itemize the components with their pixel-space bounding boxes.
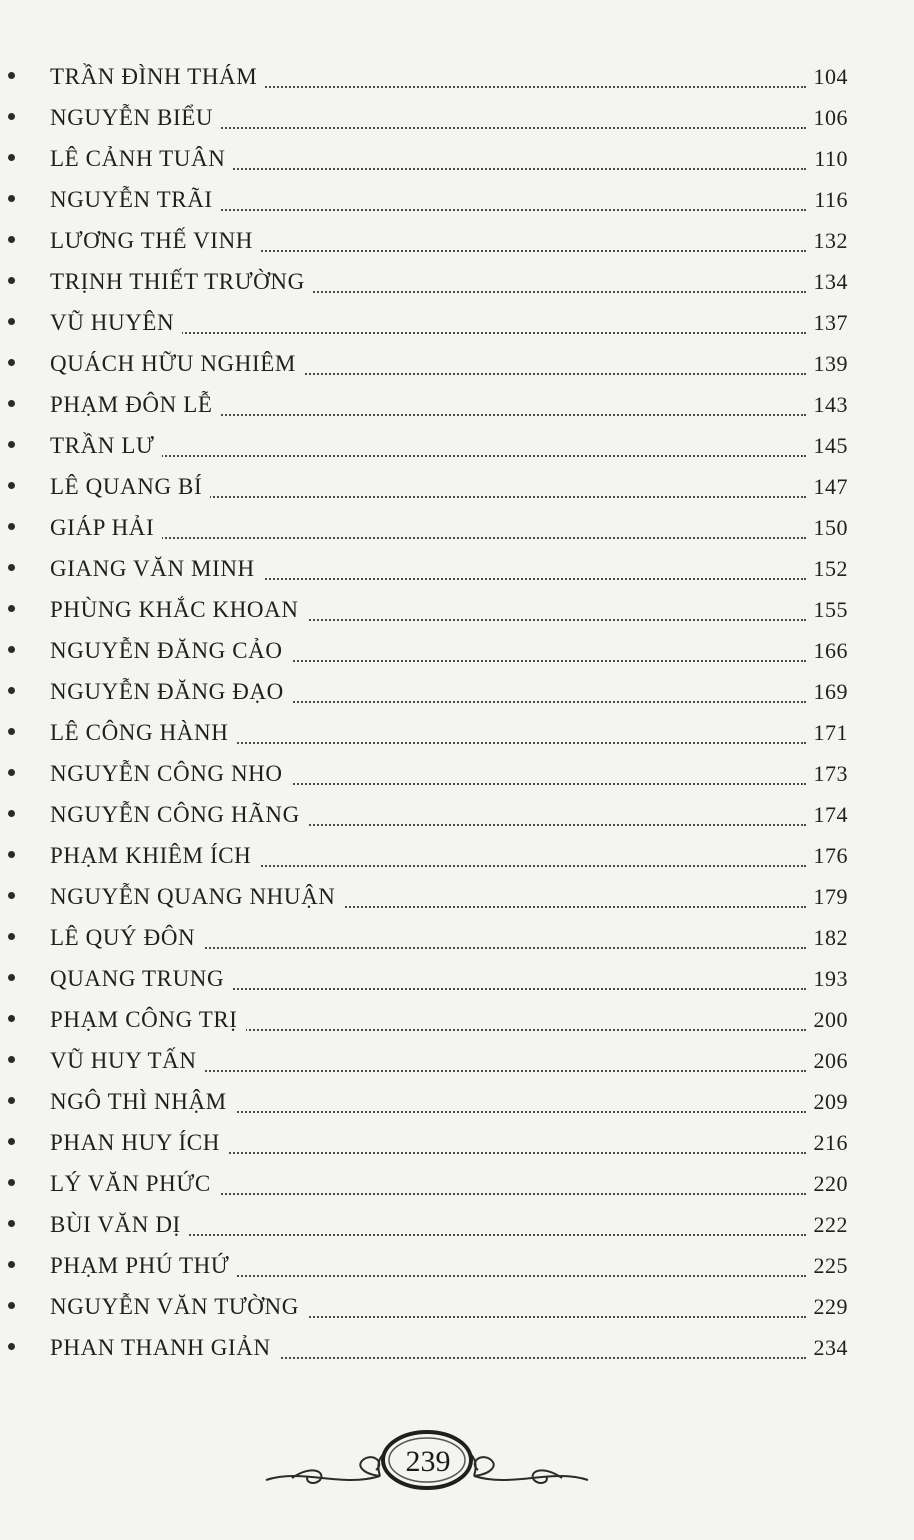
bullet-icon	[8, 318, 15, 325]
toc-entry-page: 209	[813, 1089, 848, 1114]
toc-entry-name: NGUYỄN ĐĂNG ĐẠO	[50, 679, 292, 705]
toc-entry-name: VŨ HUY TẤN	[50, 1048, 205, 1074]
toc-entry-page: 137	[813, 310, 848, 335]
toc-entry-page: 176	[813, 843, 848, 868]
toc-entry-name: PHẠM KHIÊM ÍCH	[50, 843, 259, 869]
toc-entry-name: PHẠM CÔNG TRỊ	[50, 1007, 246, 1033]
toc-entry-page: 179	[813, 884, 848, 909]
toc-entry-name: LÊ QUÝ ĐÔN	[50, 925, 203, 951]
toc-entry-name: LÊ QUANG BÍ	[50, 474, 210, 500]
toc-entry	[0, 302, 914, 343]
bullet-icon	[8, 810, 15, 817]
bullet-icon	[8, 728, 15, 735]
toc-entry-name: TRẦN LƯ	[50, 433, 162, 459]
toc-entry-page: 171	[813, 720, 848, 745]
toc-entry	[0, 917, 914, 958]
bullet-icon	[8, 1302, 15, 1309]
toc-entry	[0, 97, 914, 138]
toc-entry-page: 132	[813, 228, 848, 253]
toc-entry-name: TRỊNH THIẾT TRƯỜNG	[50, 269, 313, 295]
toc-entry-name: LƯƠNG THẾ VINH	[50, 228, 261, 254]
toc-entry-name: NGUYỄN QUANG NHUẬN	[50, 884, 344, 910]
toc-entry-name: LÊ CÔNG HÀNH	[50, 720, 236, 746]
toc-entry	[0, 1040, 914, 1081]
bullet-icon	[8, 646, 15, 653]
toc-entry	[0, 138, 914, 179]
toc-entry-name: VŨ HUYÊN	[50, 310, 182, 336]
bullet-icon	[8, 1261, 15, 1268]
toc-entry-page: 169	[813, 679, 848, 704]
toc-entry-page: 220	[813, 1171, 848, 1196]
toc-entry-page: 229	[813, 1294, 848, 1319]
table-of-contents	[0, 56, 914, 1368]
bullet-icon	[8, 687, 15, 694]
toc-entry-name: GIÁP HẢI	[50, 515, 162, 541]
bullet-icon	[8, 400, 15, 407]
bullet-icon	[8, 1015, 15, 1022]
bullet-icon	[8, 769, 15, 776]
toc-entry	[0, 384, 914, 425]
bullet-icon	[8, 564, 15, 571]
toc-entry	[0, 794, 914, 835]
toc-entry	[0, 712, 914, 753]
bullet-icon	[8, 933, 15, 940]
toc-entry	[0, 1286, 914, 1327]
toc-entry-page: 166	[813, 638, 848, 663]
toc-entry-name: TRẦN ĐÌNH THÁM	[50, 64, 265, 90]
bullet-icon	[8, 1097, 15, 1104]
toc-entry-page: 147	[813, 474, 848, 499]
toc-entry-page: 206	[813, 1048, 848, 1073]
toc-entry-name: QUANG TRUNG	[50, 966, 232, 992]
toc-entry-name: PHAN THANH GIẢN	[50, 1335, 279, 1361]
toc-entry-name: NGUYỄN VĂN TƯỜNG	[50, 1294, 307, 1320]
toc-entry	[0, 220, 914, 261]
bullet-icon	[8, 277, 15, 284]
toc-entry-page: 134	[813, 269, 848, 294]
dot-leader	[50, 537, 806, 539]
toc-entry-page: 116	[814, 187, 848, 212]
bullet-icon	[8, 195, 15, 202]
toc-entry-name: NGUYỄN ĐĂNG CẢO	[50, 638, 291, 664]
bullet-icon	[8, 1056, 15, 1063]
toc-entry-page: 216	[813, 1130, 848, 1155]
toc-entry	[0, 466, 914, 507]
toc-entry	[0, 1081, 914, 1122]
toc-entry-page: 110	[814, 146, 848, 171]
bullet-icon	[8, 441, 15, 448]
toc-entry-page: 145	[813, 433, 848, 458]
bullet-icon	[8, 236, 15, 243]
bullet-icon	[8, 605, 15, 612]
toc-entry	[0, 630, 914, 671]
bullet-icon	[8, 974, 15, 981]
toc-entry-name: GIANG VĂN MINH	[50, 556, 263, 582]
toc-entry-name: NGUYỄN CÔNG HÃNG	[50, 802, 308, 828]
toc-entry-page: 150	[813, 515, 848, 540]
toc-entry	[0, 343, 914, 384]
toc-entry-page: 200	[813, 1007, 848, 1032]
toc-entry-page: 234	[813, 1335, 848, 1360]
toc-entry-name: LÊ CẢNH TUÂN	[50, 146, 233, 172]
toc-entry-name: NGÔ THÌ NHẬM	[50, 1089, 235, 1115]
toc-entry	[0, 261, 914, 302]
toc-entry	[0, 671, 914, 712]
toc-entry-name: QUÁCH HỮU NGHIÊM	[50, 351, 304, 377]
toc-entry-name: LÝ VĂN PHỨC	[50, 1171, 219, 1197]
toc-entry-page: 143	[813, 392, 848, 417]
toc-entry-name: PHAN HUY ÍCH	[50, 1130, 228, 1156]
toc-entry	[0, 1122, 914, 1163]
toc-entry	[0, 958, 914, 999]
dot-leader	[50, 455, 806, 457]
toc-entry	[0, 548, 914, 589]
toc-entry-page: 152	[813, 556, 848, 581]
toc-entry-name: PHÙNG KHẮC KHOAN	[50, 597, 307, 623]
toc-entry-page: 106	[813, 105, 848, 130]
toc-entry-page: 139	[813, 351, 848, 376]
toc-entry	[0, 425, 914, 466]
toc-entry	[0, 589, 914, 630]
toc-entry	[0, 999, 914, 1040]
toc-entry-page: 225	[813, 1253, 848, 1278]
bullet-icon	[8, 154, 15, 161]
toc-entry-page: 222	[813, 1212, 848, 1237]
bullet-icon	[8, 1343, 15, 1350]
toc-entry	[0, 835, 914, 876]
toc-entry-page: 155	[813, 597, 848, 622]
toc-entry	[0, 56, 914, 97]
bullet-icon	[8, 113, 15, 120]
toc-entry	[0, 1204, 914, 1245]
bullet-icon	[8, 72, 15, 79]
bullet-icon	[8, 1179, 15, 1186]
toc-entry-page: 182	[813, 925, 848, 950]
toc-entry	[0, 876, 914, 917]
toc-entry	[0, 507, 914, 548]
toc-entry	[0, 753, 914, 794]
bullet-icon	[8, 523, 15, 530]
toc-entry-name: PHẠM PHÚ THỨ	[50, 1253, 237, 1279]
toc-entry-page: 193	[813, 966, 848, 991]
toc-entry	[0, 1327, 914, 1368]
toc-entry	[0, 1163, 914, 1204]
toc-entry-name: BÙI VĂN DỊ	[50, 1212, 189, 1238]
bullet-icon	[8, 359, 15, 366]
bullet-icon	[8, 482, 15, 489]
page-number: 239	[405, 1445, 451, 1478]
toc-entry-page: 104	[813, 64, 848, 89]
toc-entry-name: PHẠM ĐÔN LỄ	[50, 392, 221, 418]
toc-entry-page: 173	[813, 761, 848, 786]
toc-entry-name: NGUYỄN CÔNG NHO	[50, 761, 291, 787]
toc-entry-name: NGUYỄN TRÃI	[50, 187, 221, 213]
bullet-icon	[8, 851, 15, 858]
toc-entry	[0, 1245, 914, 1286]
toc-entry-page: 174	[813, 802, 848, 827]
toc-entry-name: NGUYỄN BIỂU	[50, 105, 221, 131]
toc-entry	[0, 179, 914, 220]
bullet-icon	[8, 892, 15, 899]
bullet-icon	[8, 1220, 15, 1227]
bullet-icon	[8, 1138, 15, 1145]
